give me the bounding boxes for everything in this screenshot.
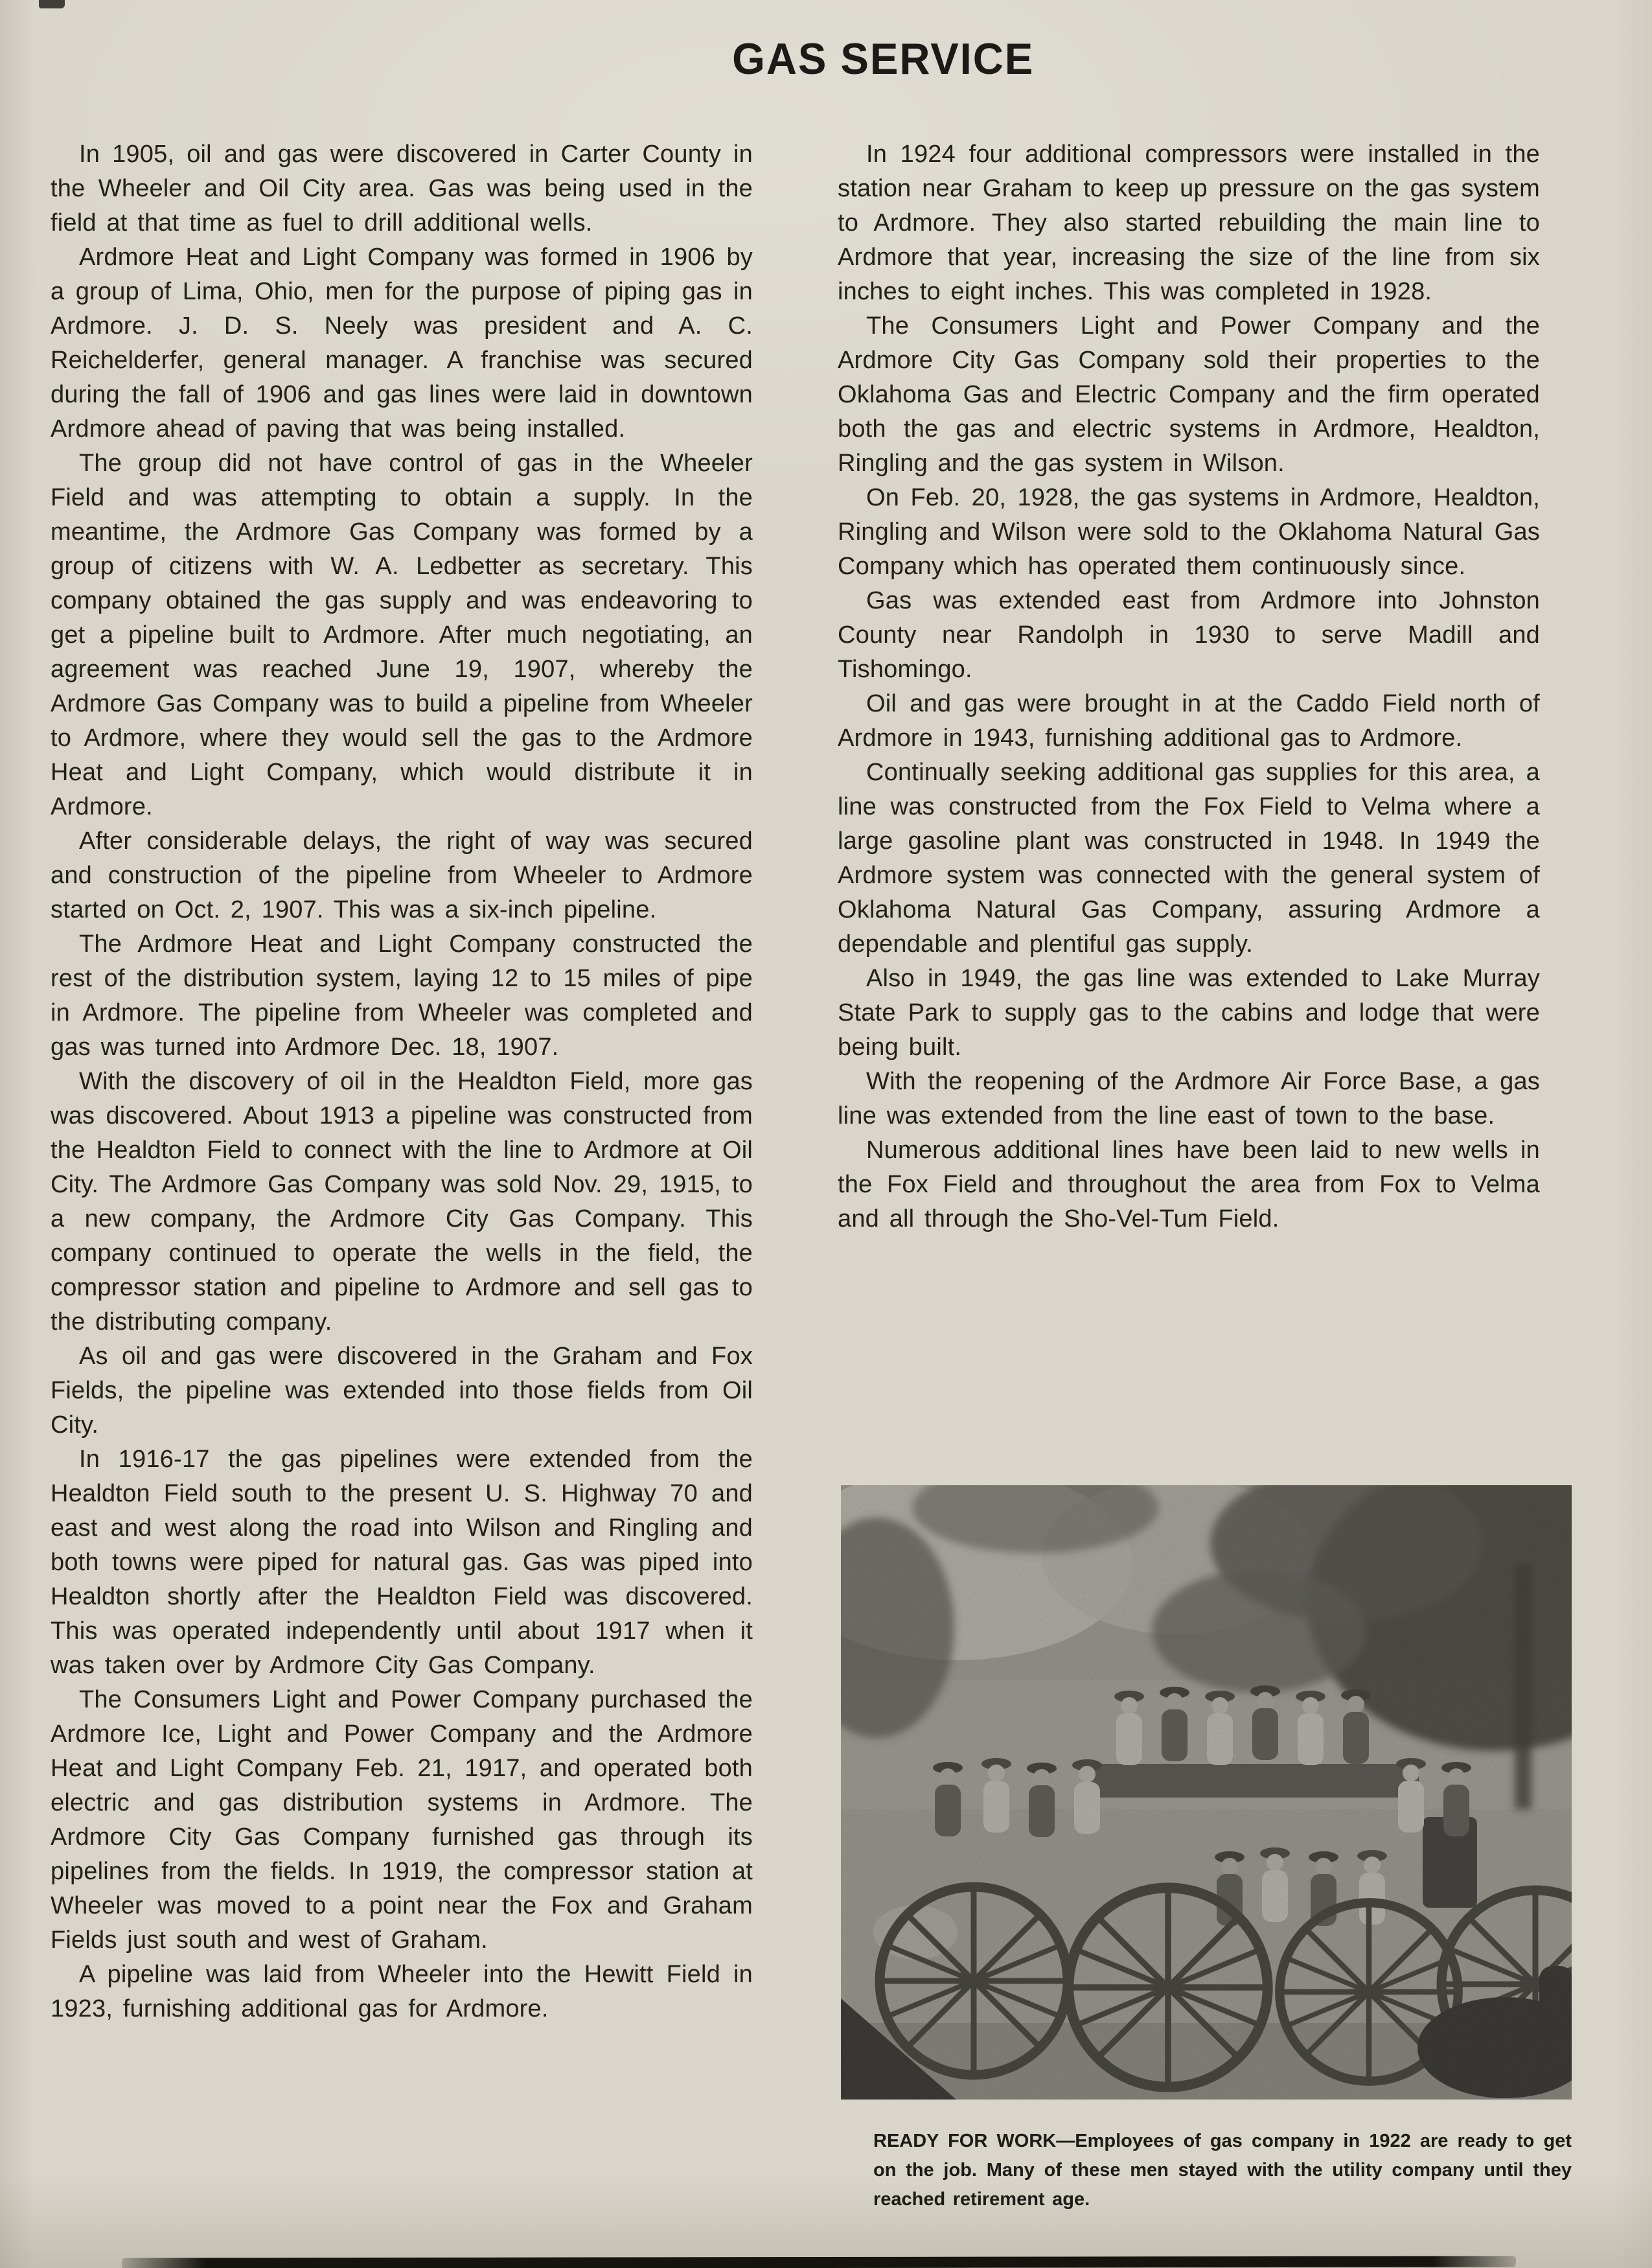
body-paragraph: Ardmore Heat and Light Company was formed in 1906 by a group of Lima, Ohio, men for the purpose of piping gas in Ardmore. J. D. S. Neely was president and A. C. Reichelderfer, general manager. A franchise was secured during the fall of 1906 and gas lines were laid in downtown Ardmore ahead of paving that was being installed. [51, 244, 753, 443]
body-paragraph: After considerable delays, the right of way was secured and construction of the pipeline from Wheeler to Ardmore started on Oct. 2, 1907. This was a six-inch pipeline. [51, 827, 753, 923]
body-paragraph: Also in 1949, the gas line was extended to Lake Murray State Park to supply gas to the cabins and lodge that were being built. [838, 965, 1540, 1061]
body-paragraph: With the reopening of the Ardmore Air Force Base, a gas line was extended from the line east of town to the base. [838, 1068, 1540, 1129]
body-paragraph: Numerous additional lines have been laid to new wells in the Fox Field and throughout the area from Fox to Velma and all through the Sho-Vel-Tum Field. [838, 1137, 1540, 1232]
scan-artifact-top [39, 0, 65, 8]
body-paragraph: The group did not have control of gas in the Wheeler Field and was attempting to obtain a supply. In the meantime, the Ardmore Gas Company was formed by a group of citizens with W. A. Ledbetter as secretary. This company obtained the gas supply and was endeavoring to get a pipeline built to Ardmore. After much negotiating, an agreement was reached June 19, 1907, whereby the Ardmore Gas Company was to build a pipeline from Wheeler to Ardmore, where they would sell the gas to the Ardmore Heat and Light Company, which would distribute it in Ardmore. [51, 450, 753, 820]
body-paragraph: The Consumers Light and Power Company and the Ardmore City Gas Company sold their properties to the Oklahoma Gas and Electric Company and the firm operated both the gas and electric systems in Ardmore, Healdton, Ringling and the gas system in Wilson. [838, 312, 1540, 477]
body-paragraph: The Consumers Light and Power Company purchased the Ardmore Ice, Light and Power Company and the Ardmore Heat and Light Company Feb. 21, 1917, and operated both electric and gas distribution systems in Ardmore. The Ardmore City Gas Company furnished gas through its pipelines from the fields. In 1919, the compressor station at Wheeler was moved to a point near the Fox and Graham Fields just south and west of Graham. [51, 1686, 753, 1954]
body-paragraph: Oil and gas were brought in at the Caddo Field north of Ardmore in 1943, furnishing additional gas to Ardmore. [838, 690, 1540, 752]
page-title: GAS SERVICE [732, 34, 1035, 84]
left-column [51, 137, 753, 2026]
body-paragraph: Gas was extended east from Ardmore into Johnston County near Randolph in 1930 to serve Madill and Tishomingo. [838, 587, 1540, 683]
historical-photo [841, 1485, 1572, 2100]
body-paragraph: On Feb. 20, 1928, the gas systems in Ardmore, Healdton, Ringling and Wilson were sold to the Oklahoma Natural Gas Company which has operated them continuously since. [838, 484, 1540, 580]
body-paragraph: In 1905, oil and gas were discovered in Carter County in the Wheeler and Oil City area. Gas was being used in the field at that time as fuel to drill additional wells. [51, 141, 753, 237]
body-paragraph: A pipeline was laid from Wheeler into the Hewitt Field in 1923, furnishing additional gas for Ardmore. [51, 1961, 753, 2022]
scan-artifact-bottom-edge [122, 2256, 1516, 2268]
right-column [838, 137, 1540, 1236]
body-paragraph: The Ardmore Heat and Light Company constructed the rest of the distribution system, laying 12 to 15 miles of pipe in Ardmore. The pipeline from Wheeler was completed and gas was turned into Ardmore Dec. 18, 1907. [51, 931, 753, 1061]
photo-caption: READY FOR WORK—Employees of gas company in 1922 are ready to get on the job. Many of these men stayed with the utility company until they reached retirement age. [873, 2131, 1572, 2210]
body-paragraph: In 1924 four additional compressors were installed in the station near Graham to keep up pressure on the gas system to Ardmore. They also started rebuilding the main line to Ardmore that year, increasing the size of the line from six inches to eight inches. This was completed in 1928. [838, 141, 1540, 305]
body-paragraph: Continually seeking additional gas supplies for this area, a line was constructed from the Fox Field to Velma where a large gasoline plant was constructed in 1948. In 1949 the Ardmore system was connected with the general system of Oklahoma Natural Gas Company, assuring Ardmore a dependable and plentiful gas supply. [838, 759, 1540, 958]
body-paragraph: With the discovery of oil in the Healdton Field, more gas was discovered. About 1913 a pipeline was constructed from the Healdton Field to connect with the line to Ardmore at Oil City. The Ardmore Gas Company was sold Nov. 29, 1915, to a new company, the Ardmore City Gas Company. This company continued to operate the wells in the field, the compressor station and pipeline to Ardmore and sell gas to the distributing company. [51, 1068, 753, 1336]
body-paragraph: As oil and gas were discovered in the Graham and Fox Fields, the pipeline was extended into those fields from Oil City. [51, 1343, 753, 1439]
body-paragraph: In 1916-17 the gas pipelines were extended from the Healdton Field south to the present U. S. Highway 70 and east and west along the road into Wilson and Ringling and both towns were piped for natural gas. Gas was piped into Healdton shortly after the Healdton Field was discovered. This was operated independently until about 1917 when it was taken over by Ardmore City Gas Company. [51, 1446, 753, 1679]
historical-photo-artwork [841, 1485, 1572, 2100]
